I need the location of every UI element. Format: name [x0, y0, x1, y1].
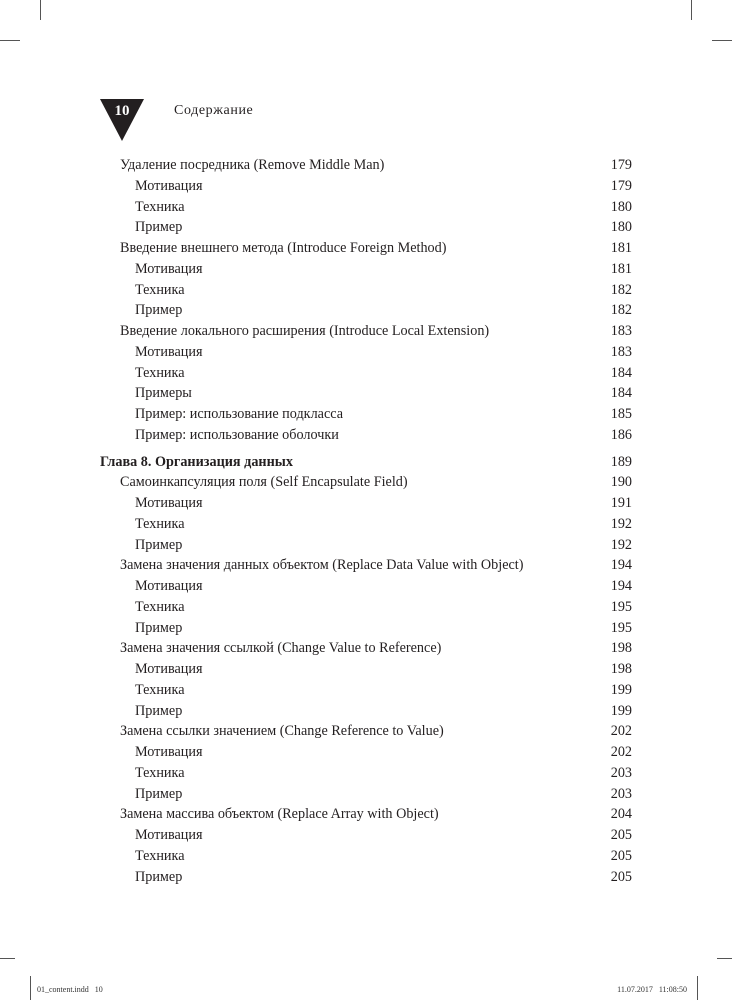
toc-entry-page: 205	[610, 827, 632, 843]
toc-entry	[0, 680, 632, 700]
toc-entry-page: 179	[610, 177, 632, 194]
toc-entry	[0, 217, 632, 237]
toc-entry-page: 202	[610, 744, 632, 760]
toc-entry-page: 183	[610, 343, 632, 360]
toc-entry	[0, 618, 632, 638]
toc-entry-title: Пример	[135, 619, 183, 636]
toc-entry-title: Пример: использование подкласса	[135, 406, 344, 422]
toc-entry-page: 180	[610, 219, 632, 236]
toc-entry	[0, 404, 632, 424]
toc-entry-page: 182	[610, 281, 632, 298]
toc-entry-title: Техника	[135, 764, 185, 781]
toc-entry-title: Пример	[135, 785, 183, 802]
toc-entry	[0, 238, 632, 258]
page-number: 10	[114, 103, 130, 119]
toc-entry	[0, 300, 632, 320]
footer-timestamp: 11.07.2017 11:08:50	[617, 985, 687, 994]
toc-entry-title: Пример	[135, 536, 183, 553]
toc-entry	[0, 721, 632, 741]
toc-entry	[0, 576, 632, 596]
toc-entry-title: Мотивация	[135, 578, 203, 594]
toc-entry-page: 186	[610, 426, 632, 443]
toc-entry	[0, 867, 632, 887]
toc-entry-page: 199	[610, 702, 632, 719]
toc-entry-page: 195	[610, 619, 632, 636]
toc-entry	[0, 555, 632, 575]
toc-chapter	[0, 452, 632, 472]
toc-entry-page: 195	[610, 598, 632, 615]
crop-mark	[697, 976, 698, 1000]
toc-entry	[0, 638, 632, 658]
toc-entry-page: 205	[610, 847, 632, 864]
toc-entry-title: Введение внешнего метода (Introduce Foreign Method)	[120, 240, 447, 256]
toc-entry	[0, 259, 632, 279]
crop-mark	[0, 958, 15, 959]
toc-entry-page: 194	[610, 578, 632, 594]
toc-entry-page: 180	[610, 198, 632, 215]
toc-entry-page: 190	[610, 474, 632, 491]
toc-entry-title: Примеры	[135, 385, 192, 402]
toc-entry-title: Замена значения ссылкой (Change Value to Reference)	[120, 640, 442, 657]
toc-entry	[0, 342, 632, 362]
toc-entry	[0, 763, 632, 783]
toc-entry-page: 181	[610, 260, 632, 277]
toc-entry	[0, 197, 632, 217]
toc-entry	[0, 280, 632, 300]
toc-entry	[0, 363, 632, 383]
toc-entry-page: 205	[610, 868, 632, 885]
toc-entry	[0, 383, 632, 403]
crop-mark	[30, 976, 31, 1000]
toc-entry-page: 199	[610, 681, 632, 698]
toc-entry	[0, 493, 632, 513]
crop-mark	[712, 40, 732, 41]
toc-entry-title: Замена значения данных объектом (Replace Data Value with Object)	[120, 557, 524, 574]
toc-entry-page: 198	[610, 661, 632, 677]
toc-entry	[0, 597, 632, 617]
toc-entry-page: 182	[610, 302, 632, 319]
toc-entry-title: Мотивация	[135, 343, 203, 360]
toc-entry	[0, 514, 632, 534]
toc-entry-title: Пример	[135, 302, 183, 319]
toc-entry-title: Техника	[135, 681, 185, 698]
toc-entry-page: 185	[610, 406, 632, 422]
toc-entry-title: Самоинкапсуляция поля (Self Encapsulate Field)	[120, 474, 408, 491]
toc-entry-title: Мотивация	[135, 177, 203, 194]
toc-entry-page: 179	[610, 157, 632, 173]
toc-entry	[0, 535, 632, 555]
toc-entry-title: Техника	[135, 847, 185, 864]
toc-entry	[0, 659, 632, 679]
toc-entry-title: Удаление посредника (Remove Middle Man)	[120, 157, 385, 173]
crop-mark	[717, 958, 732, 959]
toc-entry-page: 203	[610, 764, 632, 781]
toc-entry	[0, 155, 632, 175]
toc-entry-title: Мотивация	[135, 661, 203, 677]
toc-entry-page: 202	[610, 723, 632, 740]
toc-entry-title: Пример: использование оболочки	[135, 426, 339, 443]
toc-entry-page: 194	[610, 557, 632, 574]
toc-entry-page: 184	[610, 385, 632, 402]
toc-entry-title: Замена ссылки значением (Change Reference to Value)	[120, 723, 444, 740]
toc-entry-title: Мотивация	[135, 495, 203, 511]
toc-entry-title: Техника	[135, 598, 185, 615]
toc-entry	[0, 176, 632, 196]
toc-entry-title: Мотивация	[135, 744, 203, 760]
crop-mark	[40, 0, 41, 20]
toc-entry	[0, 804, 632, 824]
toc-entry-title: Пример	[135, 702, 183, 719]
toc-entry-title: Техника	[135, 281, 185, 298]
toc-entry-title: Техника	[135, 198, 185, 215]
toc-entry-page: 198	[610, 640, 632, 657]
toc-entry-page: 204	[610, 806, 632, 823]
toc-entry-page: 192	[610, 515, 632, 532]
toc-entry-page: 181	[610, 240, 632, 256]
toc-entry-page: 203	[610, 785, 632, 802]
toc-entry	[0, 701, 632, 721]
toc-entry-page: 189	[610, 453, 632, 470]
footer-file: 01_content.indd 10	[37, 985, 103, 994]
toc-entry-page: 191	[610, 495, 632, 511]
toc-entry-title: Мотивация	[135, 827, 203, 843]
toc-entry	[0, 784, 632, 804]
toc-entry-page: 184	[610, 364, 632, 381]
toc-entry-title: Пример	[135, 219, 183, 236]
running-header: Содержание	[174, 103, 254, 118]
toc-entry-title: Введение локального расширения (Introduce Local Extension)	[120, 323, 490, 339]
toc-entry-title: Техника	[135, 515, 185, 532]
toc-entry	[0, 425, 632, 445]
toc-entry-page: 183	[610, 323, 632, 339]
toc-entry-title: Мотивация	[135, 260, 203, 277]
toc-entry-title: Техника	[135, 364, 185, 381]
toc-entry	[0, 825, 632, 845]
crop-mark	[691, 0, 692, 20]
toc-entry-page: 192	[610, 536, 632, 553]
toc-entry	[0, 472, 632, 492]
toc-entry	[0, 846, 632, 866]
toc-entry-title: Замена массива объектом (Replace Array with Object)	[120, 806, 439, 823]
toc-entry-title: Пример	[135, 868, 183, 885]
crop-mark	[0, 40, 20, 41]
toc-entry-title: Глава 8. Организация данных	[100, 453, 293, 470]
toc-entry	[0, 742, 632, 762]
toc-entry	[0, 321, 632, 341]
